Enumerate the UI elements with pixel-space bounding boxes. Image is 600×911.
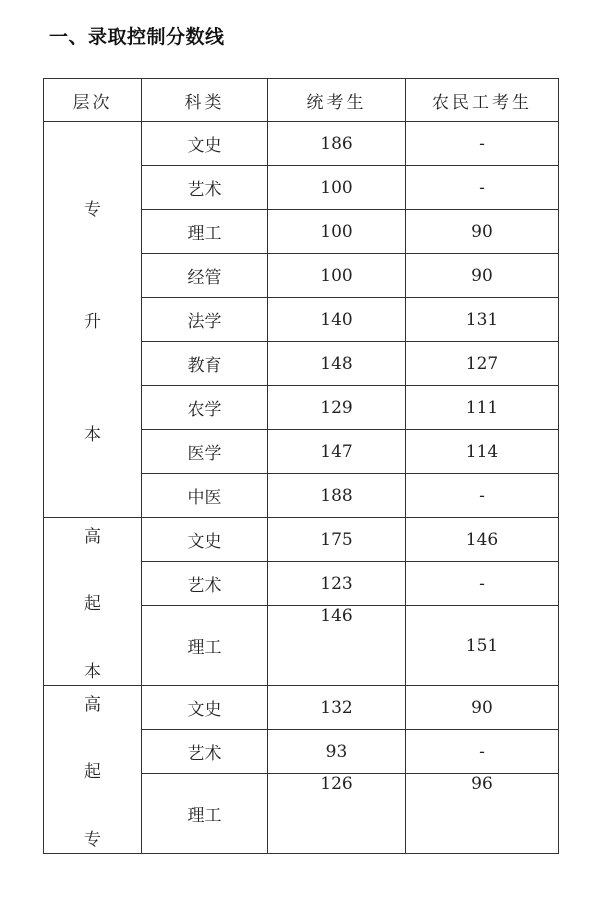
level-char: 本 — [84, 661, 101, 682]
subject-cell: 艺术 — [142, 730, 268, 774]
unified-score-cell: 123 — [268, 562, 406, 606]
unified-score-cell: 129 — [268, 386, 406, 430]
unified-score-cell: 147 — [268, 430, 406, 474]
subject-cell: 法学 — [142, 298, 268, 342]
level-char: 本 — [84, 424, 101, 445]
subject-cell: 经管 — [142, 254, 268, 298]
subject-cell: 理工 — [142, 774, 268, 854]
level-char: 高 — [84, 694, 101, 715]
table-row — [44, 122, 559, 166]
migrant-score-cell: 151 — [406, 606, 559, 686]
migrant-score-cell: 90 — [406, 686, 559, 730]
unified-score-cell: 132 — [268, 686, 406, 730]
unified-score-cell: 140 — [268, 298, 406, 342]
table-header-row — [44, 79, 559, 122]
header-level: 层次 — [44, 79, 142, 122]
subject-cell: 教育 — [142, 342, 268, 386]
unified-score-cell: 186 — [268, 122, 406, 166]
level-cell-zsb — [44, 122, 142, 518]
level-cell-gqz — [44, 686, 142, 854]
table-row — [44, 686, 559, 730]
level-char: 高 — [84, 526, 101, 547]
unified-score-cell: 175 — [268, 518, 406, 562]
level-char: 起 — [84, 594, 101, 614]
migrant-score-cell: - — [406, 166, 559, 210]
unified-score-cell: 146 — [268, 606, 406, 686]
unified-score-cell: 188 — [268, 474, 406, 518]
subject-cell: 医学 — [142, 430, 268, 474]
migrant-score-cell: 131 — [406, 298, 559, 342]
migrant-score-cell: - — [406, 730, 559, 774]
subject-cell: 理工 — [142, 210, 268, 254]
level-char: 专 — [84, 829, 101, 850]
migrant-score-cell: 111 — [406, 386, 559, 430]
section-heading: 一、录取控制分数线 — [49, 26, 225, 48]
migrant-score-cell: 90 — [406, 254, 559, 298]
subject-cell: 农学 — [142, 386, 268, 430]
level-cell-gqb — [44, 518, 142, 686]
header-migrant-worker: 农民工考生 — [406, 79, 559, 122]
header-subject: 科类 — [142, 79, 268, 122]
migrant-score-cell: - — [406, 122, 559, 166]
unified-score-cell: 93 — [268, 730, 406, 774]
migrant-score-cell: - — [406, 562, 559, 606]
migrant-score-cell: - — [406, 474, 559, 518]
subject-cell: 中医 — [142, 474, 268, 518]
header-unified-exam: 统考生 — [268, 79, 406, 122]
subject-cell: 文史 — [142, 686, 268, 730]
unified-score-cell: 100 — [268, 254, 406, 298]
migrant-score-cell: 146 — [406, 518, 559, 562]
subject-cell: 文史 — [142, 122, 268, 166]
level-char: 专 — [84, 199, 101, 220]
migrant-score-cell: 96 — [406, 774, 559, 854]
unified-score-cell: 100 — [268, 210, 406, 254]
unified-score-cell: 126 — [268, 774, 406, 854]
subject-cell: 文史 — [142, 518, 268, 562]
migrant-score-cell: 127 — [406, 342, 559, 386]
subject-cell: 理工 — [142, 606, 268, 686]
migrant-score-cell: 114 — [406, 430, 559, 474]
subject-cell: 艺术 — [142, 166, 268, 210]
admission-score-table — [43, 78, 559, 854]
subject-cell: 艺术 — [142, 562, 268, 606]
level-char: 升 — [84, 312, 101, 332]
table-row — [44, 518, 559, 562]
unified-score-cell: 100 — [268, 166, 406, 210]
migrant-score-cell: 90 — [406, 210, 559, 254]
unified-score-cell: 148 — [268, 342, 406, 386]
level-char: 起 — [84, 762, 101, 782]
